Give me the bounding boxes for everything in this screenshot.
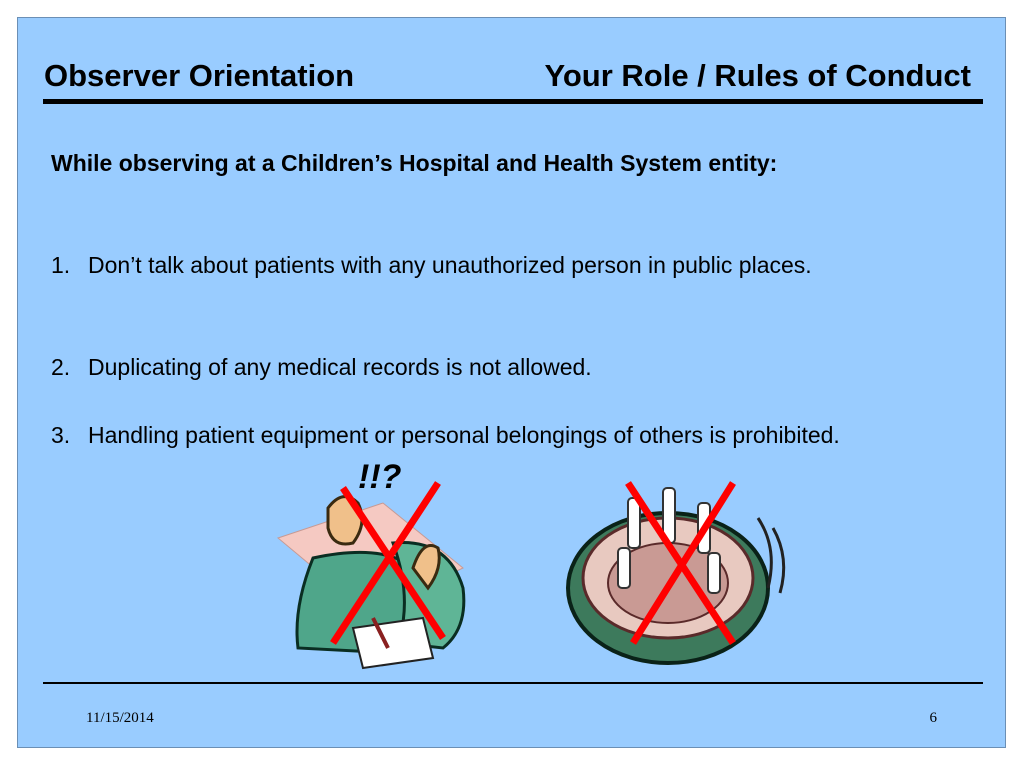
title-divider — [43, 99, 983, 104]
rule-text: Handling patient equipment or personal belongings of others is prohibited. — [88, 422, 840, 448]
rule-item-2 — [51, 350, 881, 384]
slide-subtitle: Your Role / Rules of Conduct — [544, 58, 971, 93]
rule-item-1 — [51, 248, 881, 282]
footer-date: 11/15/2014 — [86, 710, 154, 726]
rule-number: 1. — [51, 252, 71, 278]
page-number: 6 — [929, 710, 937, 726]
rule-item-3 — [51, 418, 881, 452]
slide-title: Observer Orientation — [44, 58, 355, 93]
footer-divider — [43, 682, 983, 684]
intro-text: While observing at a Children’s Hospital and Health System entity: — [51, 150, 778, 176]
rule-text: Don’t talk about patients with any unauthorized person in public places. — [88, 252, 812, 278]
lab-tray-clipart — [558, 458, 798, 678]
rule-number: 3. — [51, 422, 71, 448]
stressed-worker-clipart — [273, 448, 488, 678]
slide — [17, 17, 1006, 748]
rule-text: Duplicating of any medical records is not allowed. — [88, 354, 592, 380]
rule-number: 2. — [51, 354, 71, 380]
svg-text:!!?: !!? — [358, 458, 402, 496]
